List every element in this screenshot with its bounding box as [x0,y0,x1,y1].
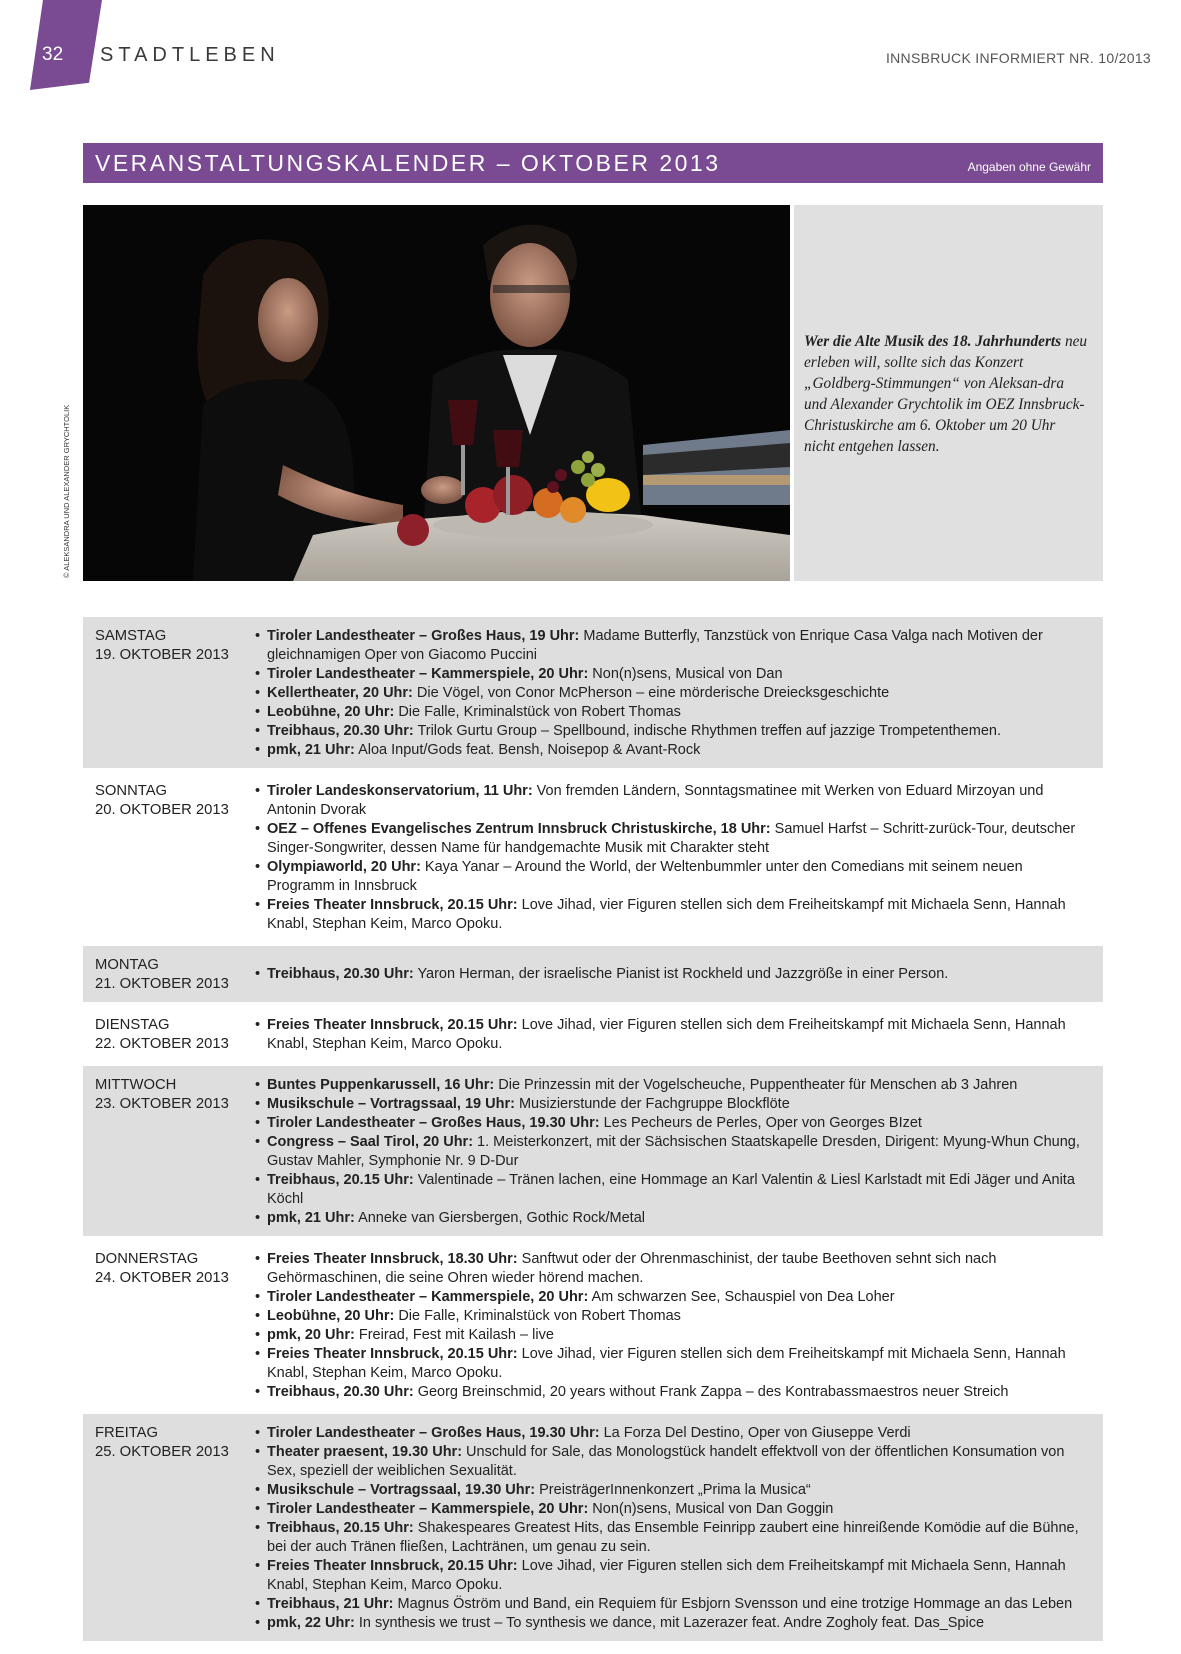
event-venue: Congress – Saal Tirol, 20 Uhr: [267,1134,474,1150]
date: 23. OKTOBER 2013 [95,1096,229,1112]
event-venue: Treibhaus, 20.30 Uhr: [267,1384,414,1400]
event-item [255,1326,1091,1345]
event-venue: Freies Theater Innsbruck, 20.15 Uhr: [267,1346,518,1362]
event-item [255,684,1091,703]
event-item [255,1500,1091,1519]
concert-photo [83,205,790,581]
weekday: MONTAG [95,957,159,973]
event-description: Die Vögel, von Conor McPherson – eine mörderische Dreiecksgeschichte [412,685,890,701]
event-item [255,665,1091,684]
day-row [83,946,1103,1002]
day-label [95,956,255,994]
event-description: Am schwarzen See, Schauspiel von Dea Loher [588,1289,895,1305]
event-venue: Musikschule – Vortragssaal, 19.30 Uhr: [267,1482,536,1498]
event-item [255,1209,1091,1228]
event-item [255,858,1091,896]
event-description: Madame Butterfly, Tanzstück von Enrique Casa Valga nach Motiven der gleichnamigen Oper von Giacomo Puccini [267,628,1043,663]
event-list [255,956,1091,994]
event-description: La Forza Del Destino, Oper von Giuseppe Verdi [599,1425,911,1441]
page-number: 32 [42,44,64,65]
weekday: DONNERSTAG [95,1251,199,1267]
weekday: DIENSTAG [95,1017,170,1033]
day-label [95,627,255,760]
event-venue: Freies Theater Innsbruck, 20.15 Uhr: [267,1558,518,1574]
day-row [83,1006,1103,1062]
photo-credit: © ALEKSANDRA UND ALEXANDER GRYCHTOLIK [62,404,71,578]
event-item [255,1095,1091,1114]
event-list [255,627,1091,760]
event-venue: Freies Theater Innsbruck, 20.15 Uhr: [267,897,518,913]
date: 22. OKTOBER 2013 [95,1036,229,1052]
date: 20. OKTOBER 2013 [95,802,229,818]
caption-lead: Wer die Alte Musik des 18. Jahrhunderts [804,333,1062,350]
event-venue: Treibhaus, 20.15 Uhr: [267,1172,414,1188]
event-venue: Tiroler Landestheater – Kammerspiele, 20 Uhr: [267,1501,589,1517]
photo-caption-box [794,205,1103,581]
photo-illustration [83,205,790,581]
event-description: Love Jihad, vier Figuren stellen sich dem Freiheitskampf mit Michaela Senn, Hannah Knabl, Stephan Keim, Marco Opoku. [267,1346,1066,1381]
event-venue: Treibhaus, 20.15 Uhr: [267,1520,414,1536]
event-venue: Freies Theater Innsbruck, 18.30 Uhr: [267,1251,518,1267]
event-item [255,965,1091,984]
event-item [255,1614,1091,1633]
event-venue: Treibhaus, 21 Uhr: [267,1596,394,1612]
event-item [255,1114,1091,1133]
event-venue: Tiroler Landestheater – Kammerspiele, 20 Uhr: [267,666,589,682]
date: 19. OKTOBER 2013 [95,647,229,663]
event-description: Trilok Gurtu Group – Spellbound, indische Rhythmen treffen auf jazzige Trompetenthemen. [413,723,1001,739]
section-title: STADTLEBEN [100,44,280,66]
weekday: FREITAG [95,1425,159,1441]
event-description: Unschuld for Sale, das Monologstück handelt effektvoll von der öffentlichen Konsumation von Sex, speziell der weiblichen Sexualität. [267,1444,1065,1479]
event-venue: pmk, 22 Uhr: [267,1615,355,1631]
event-item [255,627,1091,665]
event-list [255,1250,1091,1402]
photo-caption [804,331,1088,457]
day-row [83,1240,1103,1410]
disclaimer-note: Angaben ohne Gewähr [967,160,1091,174]
issue-label: INNSBRUCK INFORMIERT NR. 10/2013 [885,50,1151,66]
event-description: In synthesis we trust – To synthesis we dance, mit Lazerazer feat. Andre Zogholy feat. Das_Spice [354,1615,985,1631]
day-label [95,1250,255,1402]
event-description: Die Prinzessin mit der Vogelscheuche, Puppentheater für Menschen ab 3 Jahren [494,1077,1018,1093]
event-description: Georg Breinschmid, 20 years without Frank Zappa – des Kontrabassmaestros neuer Streich [413,1384,1009,1400]
event-description: Freirad, Fest mit Kailash – live [354,1327,554,1343]
event-item [255,1519,1091,1557]
event-item [255,1443,1091,1481]
event-list [255,1076,1091,1228]
event-venue: Treibhaus, 20.30 Uhr: [267,723,414,739]
event-item [255,703,1091,722]
event-item [255,1595,1091,1614]
event-venue: Buntes Puppenkarussell, 16 Uhr: [267,1077,495,1093]
event-description: PreisträgerInnenkonzert „Prima la Musica“ [535,1482,811,1498]
day-label [95,1076,255,1228]
event-description: Musizierstunde der Fachgruppe Blockflöte [514,1096,790,1112]
event-description: Les Pecheurs de Perles, Oper von Georges BIzet [599,1115,922,1131]
event-venue: Tiroler Landestheater – Großes Haus, 19.30 Uhr: [267,1115,600,1131]
event-item [255,1345,1091,1383]
event-description: Shakespeares Greatest Hits, das Ensemble Feinripp zaubert eine hinreißende Komödie auf die Bühne, bei der auch Tränen fließen, Lachtränen, um genau zu sein. [267,1520,1079,1555]
event-venue: Leobühne, 20 Uhr: [267,704,395,720]
event-item [255,1383,1091,1402]
page-tab [30,0,102,90]
event-description: Yaron Herman, der israelische Pianist ist Rockheld und Jazzgröße in einer Person. [413,966,949,982]
event-description: Von fremden Ländern, Sonntagsmatinee mit Werken von Eduard Mirzoyan und Antonin Dvorak [267,783,1044,818]
event-description: Love Jihad, vier Figuren stellen sich dem Freiheitskampf mit Michaela Senn, Hannah Knabl, Stephan Keim, Marco Opoku. [267,1558,1066,1593]
event-description: 1. Meisterkonzert, mit der Sächsischen Staatskapelle Dresden, Dirigent: Myung-Whun Chung, Gustav Mahler, Symphonie Nr. 9 D-Dur [267,1134,1080,1169]
day-label [95,1424,255,1633]
event-venue: Treibhaus, 20.30 Uhr: [267,966,414,982]
date: 25. OKTOBER 2013 [95,1444,229,1460]
day-row [83,617,1103,768]
event-venue: Leobühne, 20 Uhr: [267,1308,395,1324]
event-venue: Tiroler Landestheater – Kammerspiele, 20 Uhr: [267,1289,589,1305]
weekday: MITTWOCH [95,1077,177,1093]
event-item [255,1288,1091,1307]
event-item [255,1481,1091,1500]
event-venue: Kellertheater, 20 Uhr: [267,685,413,701]
event-description: Valentinade – Tränen lachen, eine Hommage an Karl Valentin & Liesl Karlstadt mit Edi Jäger und Anita Köchl [267,1172,1075,1207]
event-item [255,1250,1091,1288]
event-item [255,722,1091,741]
event-description: Love Jihad, vier Figuren stellen sich dem Freiheitskampf mit Michaela Senn, Hannah Knabl, Stephan Keim, Marco Opoku. [267,1017,1066,1052]
event-item [255,741,1091,760]
event-venue: Olympiaworld, 20 Uhr: [267,859,421,875]
event-description: Samuel Harfst – Schritt-zurück-Tour, deutscher Singer-Songwriter, dessen Name für handgemachte Musik mit Charakter steht [267,821,1076,856]
event-venue: pmk, 21 Uhr: [267,742,355,758]
event-description: Magnus Öström und Band, ein Requiem für Esbjorn Svensson und eine trotzige Hommage an das Leben [393,1596,1073,1612]
event-venue: Musikschule – Vortragssaal, 19 Uhr: [267,1096,515,1112]
event-item [255,1171,1091,1209]
event-description: Love Jihad, vier Figuren stellen sich dem Freiheitskampf mit Michaela Senn, Hannah Knabl, Stephan Keim, Marco Opoku. [267,897,1066,932]
event-venue: Theater praesent, 19.30 Uhr: [267,1444,463,1460]
day-row [83,772,1103,942]
calendar-title: VERANSTALTUNGSKALENDER – OKTOBER 2013 [95,150,721,176]
event-item [255,820,1091,858]
event-description: Non(n)sens, Musical von Dan Goggin [588,1501,834,1517]
event-description: Anneke van Giersbergen, Gothic Rock/Metal [354,1210,645,1226]
day-row [83,1414,1103,1641]
event-venue: Freies Theater Innsbruck, 20.15 Uhr: [267,1017,518,1033]
event-venue: pmk, 21 Uhr: [267,1210,355,1226]
event-item [255,896,1091,934]
event-item [255,1133,1091,1171]
day-label [95,782,255,934]
event-list [255,1424,1091,1633]
date: 24. OKTOBER 2013 [95,1270,229,1286]
event-item [255,1307,1091,1326]
event-list [255,782,1091,934]
event-list [255,1016,1091,1054]
weekday: SONNTAG [95,783,168,799]
event-venue: Tiroler Landeskonservatorium, 11 Uhr: [267,783,533,799]
event-calendar [83,617,1103,1645]
event-venue: Tiroler Landestheater – Großes Haus, 19 Uhr: [267,628,580,644]
event-item [255,1016,1091,1054]
weekday: SAMSTAG [95,628,167,644]
day-row [83,1066,1103,1236]
event-item [255,1076,1091,1095]
day-label [95,1016,255,1054]
calendar-banner [83,143,1103,183]
date: 21. OKTOBER 2013 [95,976,229,992]
event-description: Aloa Input/Gods feat. Bensh, Noisepop & Avant-Rock [354,742,701,758]
caption-body: neu erleben will, sollte sich das Konzert „Goldberg-Stimmungen“ von Aleksan-dra und Alexander Grychtolik im OEZ Innsbruck-Christuskirche am 6. Oktober um 20 Uhr nicht entgehen lassen. [804,333,1088,455]
event-description: Non(n)sens, Musical von Dan [588,666,783,682]
event-item [255,1557,1091,1595]
event-venue: Tiroler Landestheater – Großes Haus, 19.30 Uhr: [267,1425,600,1441]
event-item [255,1424,1091,1443]
event-description: Kaya Yanar – Around the World, der Weltenbummler unter den Comedians mit seinem neuen Programm in Innsbruck [267,859,1023,894]
event-item [255,782,1091,820]
event-description: Die Falle, Kriminalstück von Robert Thomas [394,1308,681,1324]
event-description: Sanftwut oder der Ohrenmaschinist, der taube Beethoven sehnt sich nach Gehörmaschinen, die seine Ohren wieder hörend machen. [267,1251,997,1286]
event-venue: pmk, 20 Uhr: [267,1327,355,1343]
event-description: Die Falle, Kriminalstück von Robert Thomas [394,704,681,720]
event-venue: OEZ – Offenes Evangelisches Zentrum Innsbruck Christuskirche, 18 Uhr: [267,821,771,837]
